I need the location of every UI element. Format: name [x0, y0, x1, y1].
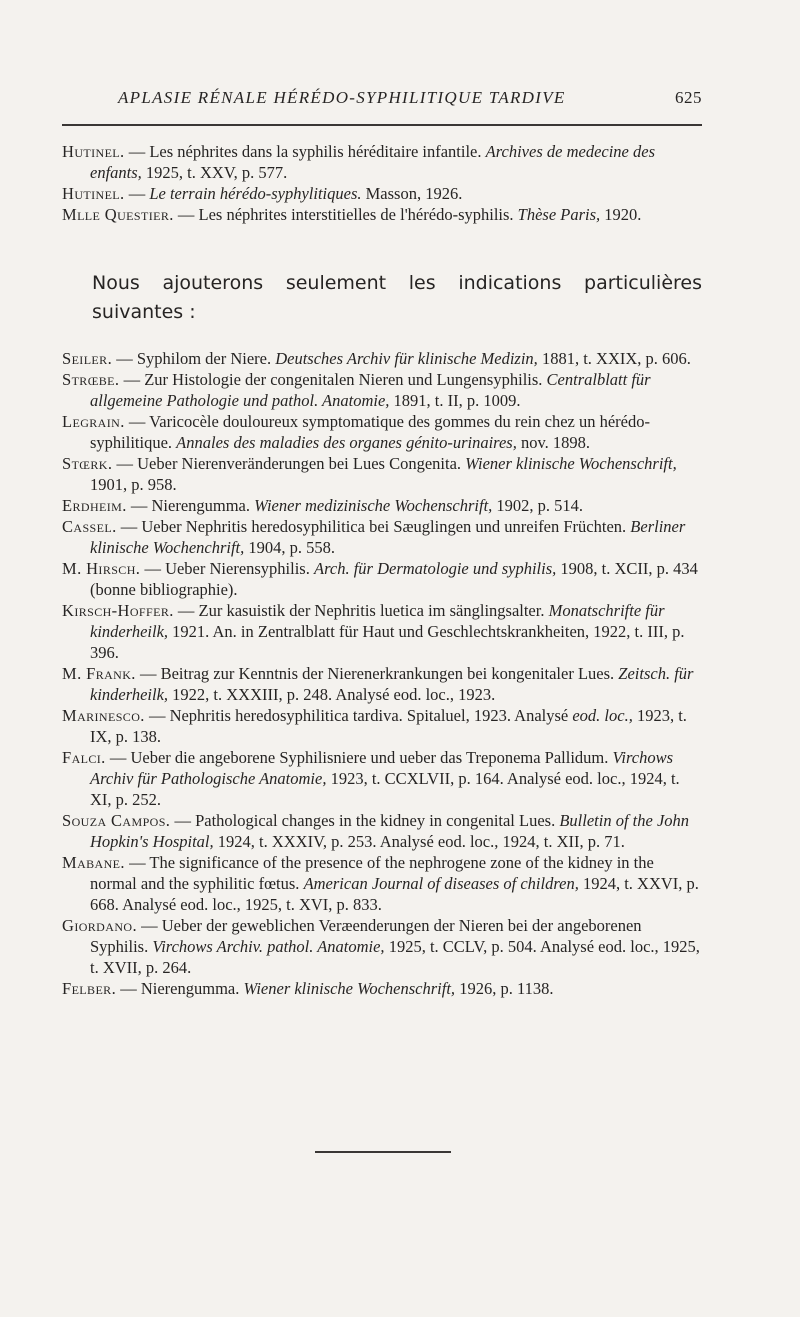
- reference-source: Bulletin of the John Hopkin's Hospital,: [90, 811, 690, 851]
- reference-details: 1901, p. 958.: [90, 475, 177, 494]
- reference-source: Wiener klinische Wochenschrift,: [465, 454, 677, 473]
- reference-entry: [62, 141, 702, 183]
- page-number: 625: [675, 88, 702, 107]
- reference-title: — Zur Histologie der congenitalen Nieren und Lungensyphilis.: [119, 370, 547, 389]
- end-rule: [315, 1151, 451, 1153]
- reference-entry: [62, 369, 702, 411]
- header-rule: [62, 124, 702, 126]
- reference-author: M. Frank.: [62, 664, 136, 683]
- reference-author: Legrain.: [62, 412, 125, 431]
- reference-author: Stœrk.: [62, 454, 113, 473]
- reference-list: [62, 348, 702, 999]
- reference-author: Mlle Questier.: [62, 205, 174, 224]
- reference-author: Kirsch-Hoffer.: [62, 601, 174, 620]
- reference-entry: [62, 453, 702, 495]
- reference-source: Deutsches Archiv für klinische Medizin,: [275, 349, 538, 368]
- reference-source: Annales des maladies des organes génito-urinaires,: [176, 433, 517, 452]
- reference-author: Falci.: [62, 748, 106, 767]
- reference-title: — Syphilom der Niere.: [112, 349, 276, 368]
- reference-details: 1922, t. XXXIII, p. 248. Analysé eod. loc., 1923.: [168, 685, 496, 704]
- page-header: [118, 88, 702, 114]
- reference-source: Berliner klinische Wochenchrift,: [90, 517, 686, 557]
- reference-author: Souza Campos.: [62, 811, 171, 830]
- reference-details: 1921. An. in Zentralblatt für Haut und Geschlechtskrankheiten, 1922, t. III, p. 396.: [90, 622, 685, 662]
- reference-source: Centralblatt für allgemeine Pathologie und pathol. Anatomie,: [90, 370, 651, 410]
- reference-entry: [62, 183, 702, 204]
- reference-author: M. Hirsch.: [62, 559, 141, 578]
- reference-title: — Ueber Nierenveränderungen bei Lues Congenita.: [112, 454, 466, 473]
- reference-details: 1925, t. XXV, p. 577.: [141, 163, 288, 182]
- reference-title: — Nierengumma.: [116, 979, 244, 998]
- reference-title: — Nierengumma.: [126, 496, 255, 515]
- reference-source: eod. loc.,: [572, 706, 633, 725]
- reference-author: Marinesco.: [62, 706, 145, 725]
- reference-entry: [62, 600, 702, 663]
- reference-entry: [62, 558, 702, 600]
- reference-details: 1926, p. 1138.: [455, 979, 554, 998]
- reference-source: Virchows Archiv. pathol. Anatomie,: [152, 937, 385, 956]
- reference-entry: [62, 516, 702, 558]
- reference-author: Giordano.: [62, 916, 137, 935]
- reference-source: Monatschrifte für kinderheilk,: [90, 601, 665, 641]
- reference-title: — Ueber Nierensyphilis.: [140, 559, 314, 578]
- reference-details: 1908, t. XCII, p. 434 (bonne bibliographie).: [90, 559, 698, 599]
- reference-source: Wiener klinische Wochenschrift,: [243, 979, 456, 998]
- reference-author: Hutinel.: [62, 142, 125, 161]
- reference-details: 1925, t. CCLV, p. 504. Analysé eod. loc., 1925, t. XVII, p. 264.: [90, 937, 700, 977]
- reference-title: — Ueber Nephritis heredosyphilitica bei Sæuglingen und unreifen Früchten.: [116, 517, 631, 536]
- reference-entry: [62, 810, 702, 852]
- reference-author: Strœbe.: [62, 370, 120, 389]
- reference-source: Zeitsch. für kinderheilk,: [90, 664, 694, 704]
- reference-details: 1891, t. II, p. 1009.: [389, 391, 521, 410]
- reference-source: Archives de medecine des enfants,: [90, 142, 655, 182]
- reference-list-top: [62, 141, 702, 225]
- reference-title: — Les néphrites dans la syphilis héréditaire infantile.: [124, 142, 486, 161]
- reference-source: Le terrain hérédo-syphylitiques.: [149, 184, 362, 203]
- reference-title: — Ueber der geweblichen Veræenderungen der Nieren bei der angeborenen Syphilis.: [90, 916, 642, 956]
- reference-details: Masson, 1926.: [361, 184, 463, 203]
- reference-source: Thèse Paris,: [517, 205, 601, 224]
- reference-entry: [62, 411, 702, 453]
- intro-paragraph: Nous ajouterons seulement les indications particulières suivantes :: [92, 272, 702, 323]
- reference-details: 1904, p. 558.: [244, 538, 336, 557]
- reference-title: — Ueber die angeborene Syphilisniere und ueber das Treponema Pallidum.: [105, 748, 613, 767]
- running-title: APLASIE RÉNALE HÉRÉDO-SYPHILITIQUE TARDIVE: [118, 88, 566, 107]
- reference-entry: [62, 978, 702, 999]
- reference-entry: [62, 747, 702, 810]
- reference-entry: [62, 852, 702, 915]
- reference-details: 1920.: [600, 205, 642, 224]
- reference-entry: [62, 705, 702, 747]
- reference-entry: [62, 663, 702, 705]
- reference-entry: [62, 204, 702, 225]
- reference-details: 1923, t. IX, p. 138.: [90, 706, 687, 746]
- reference-title: —: [124, 184, 150, 203]
- reference-entry: [62, 348, 702, 369]
- reference-title: — Varicocèle douloureux symptomatique des gommes du rein chez un hérédo-syphilitique.: [90, 412, 650, 452]
- reference-source: Virchows Archiv für Pathologische Anatomie,: [90, 748, 674, 788]
- reference-details: 1923, t. CCXLVII, p. 164. Analysé eod. loc., 1924, t. XI, p. 252.: [90, 769, 680, 809]
- reference-author: Felber.: [62, 979, 117, 998]
- reference-title: — The significance of the presence of the nephrogene zone of the kidney in the normal and the syphilitic fœtus.: [90, 853, 654, 893]
- reference-title: — Nephritis heredosyphilitica tardiva. Spitaluel, 1923. Analysé: [144, 706, 573, 725]
- reference-source: Arch. für Dermatologie und syphilis,: [313, 559, 557, 578]
- reference-entry: [62, 495, 702, 516]
- reference-title: — Zur kasuistik der Nephritis luetica im sänglingsalter.: [173, 601, 549, 620]
- reference-details: 1881, t. XXIX, p. 606.: [537, 349, 691, 368]
- reference-author: Mabane.: [62, 853, 125, 872]
- reference-author: Erdheim.: [62, 496, 127, 515]
- reference-title: — Pathological changes in the kidney in congenital Lues.: [170, 811, 560, 830]
- reference-source: American Journal of diseases of children,: [303, 874, 579, 893]
- reference-details: 1902, p. 514.: [492, 496, 584, 515]
- reference-title: — Beitrag zur Kenntnis der Nierenerkrankungen bei kongenitaler Lues.: [135, 664, 619, 683]
- reference-details: nov. 1898.: [516, 433, 591, 452]
- reference-author: Cassel.: [62, 517, 117, 536]
- reference-details: 1924, t. XXXIV, p. 253. Analysé eod. loc., 1924, t. XII, p. 71.: [213, 832, 625, 851]
- reference-entry: [62, 915, 702, 978]
- reference-source: Wiener medizinische Wochenschrift,: [254, 496, 493, 515]
- reference-author: Seiler.: [62, 349, 113, 368]
- reference-details: 1924, t. XXVI, p. 668. Analysé eod. loc., 1925, t. XVI, p. 833.: [90, 874, 699, 914]
- reference-title: — Les néphrites interstitielles de l'hérédo-syphilis.: [173, 205, 518, 224]
- reference-author: Hutinel.: [62, 184, 125, 203]
